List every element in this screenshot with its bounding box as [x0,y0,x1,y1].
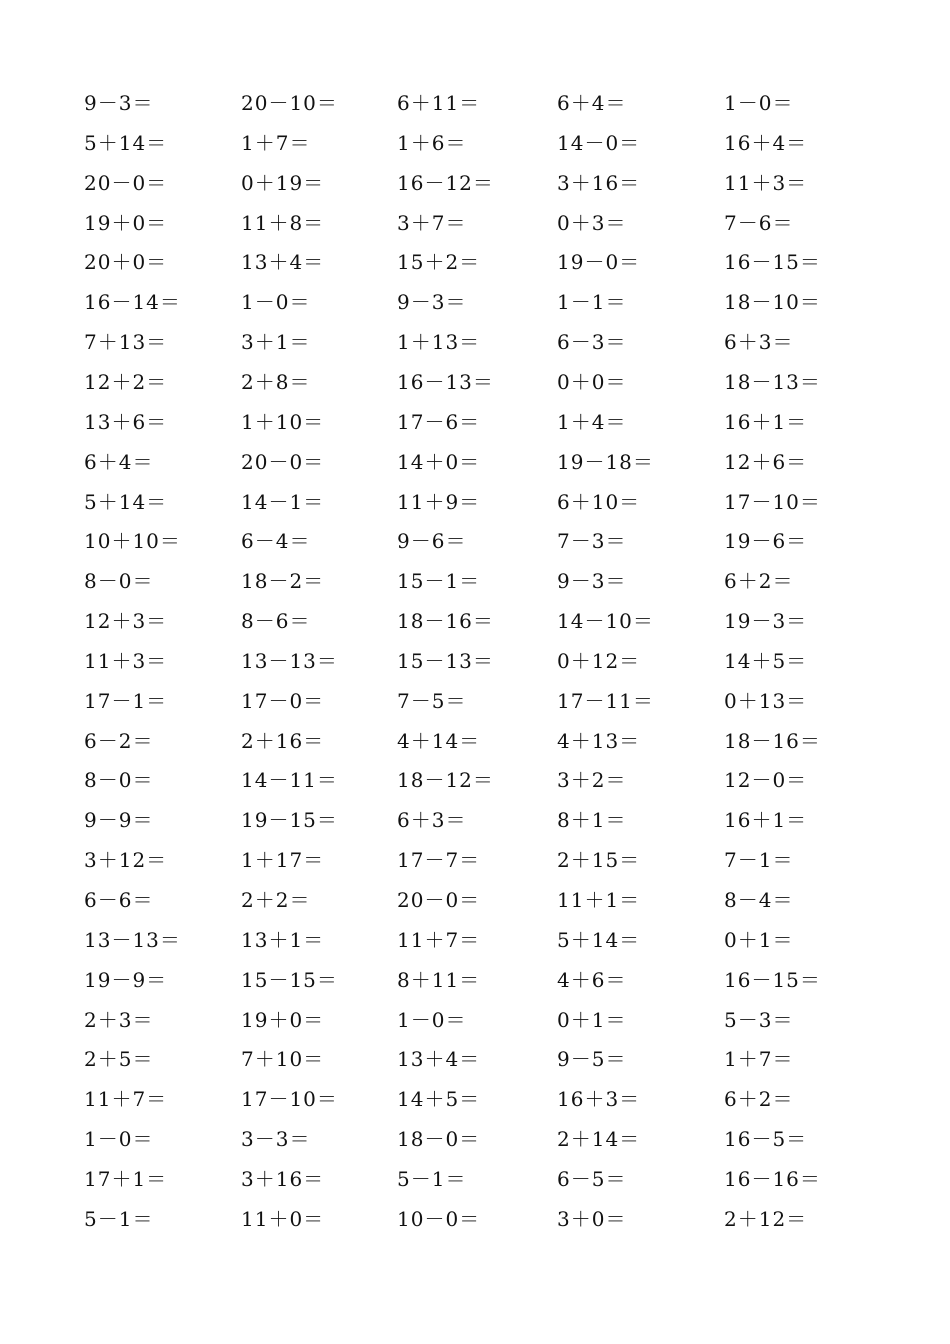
arithmetic-problem: 2＋3＝ [84,1007,154,1032]
arithmetic-problem: 18－12＝ [397,768,494,793]
arithmetic-problem: 11＋9＝ [397,489,481,514]
arithmetic-problem: 16－14＝ [84,290,181,315]
arithmetic-problem: 0＋3＝ [557,210,627,235]
arithmetic-problem: 19＋0＝ [241,1007,325,1032]
arithmetic-problem: 16－15＝ [724,250,821,275]
arithmetic-problem: 9－9＝ [84,808,154,833]
arithmetic-problem: 8＋1＝ [557,808,627,833]
arithmetic-problem: 0＋1＝ [557,1007,627,1032]
arithmetic-problem: 3＋16＝ [557,170,641,195]
arithmetic-problem: 15＋2＝ [397,250,481,275]
arithmetic-problem: 15－1＝ [397,569,481,594]
arithmetic-problem: 12＋2＝ [84,369,168,394]
arithmetic-problem: 6－6＝ [84,888,154,912]
arithmetic-problem: 17－6＝ [397,409,481,434]
arithmetic-problem: 1－0＝ [397,1007,467,1032]
arithmetic-problem: 13－13＝ [241,648,338,673]
arithmetic-problem: 17－10＝ [724,489,821,514]
arithmetic-problem: 2＋16＝ [241,728,325,753]
arithmetic-problem: 2＋5＝ [84,1047,154,1072]
arithmetic-problem: 2＋12＝ [724,1206,808,1231]
arithmetic-problem: 18－13＝ [724,369,821,394]
arithmetic-problem: 5＋14＝ [84,489,168,514]
arithmetic-problem: 7－3＝ [557,529,627,554]
arithmetic-problem: 4＋14＝ [397,728,481,753]
arithmetic-problem: 7＋13＝ [84,330,168,355]
arithmetic-problem: 1＋10＝ [241,409,325,434]
arithmetic-problem: 3＋1＝ [241,330,311,355]
arithmetic-problem: 19－15＝ [241,808,338,833]
arithmetic-problem: 12－0＝ [724,768,808,793]
arithmetic-problem: 9－3＝ [557,569,627,594]
arithmetic-problem: 9－6＝ [397,529,467,554]
arithmetic-problem: 13＋6＝ [84,409,168,434]
arithmetic-problem: 9－3＝ [397,290,467,315]
arithmetic-problem: 8－6＝ [241,609,311,634]
arithmetic-problem: 6＋3＝ [724,330,794,355]
arithmetic-problem: 20－0＝ [84,170,168,195]
arithmetic-problem: 3＋16＝ [241,1166,325,1191]
arithmetic-problem: 18－0＝ [397,1127,481,1152]
arithmetic-problem: 6＋4＝ [84,449,154,474]
arithmetic-problem: 9－3＝ [84,91,154,115]
arithmetic-problem: 16＋1＝ [724,808,808,833]
arithmetic-problem: 11＋3＝ [724,170,808,195]
arithmetic-problem: 8－4＝ [724,888,794,912]
arithmetic-problem: 6－4＝ [241,529,311,554]
arithmetic-problem: 3－3＝ [241,1127,311,1152]
arithmetic-problem: 16＋1＝ [724,409,808,434]
arithmetic-problem: 6＋11＝ [397,91,481,115]
arithmetic-problem: 3＋7＝ [397,210,467,235]
arithmetic-problem: 17－7＝ [397,848,481,873]
arithmetic-problem: 6－5＝ [557,1166,627,1191]
arithmetic-problem: 19－0＝ [557,250,641,275]
arithmetic-problem: 16－5＝ [724,1127,808,1152]
arithmetic-problem: 1＋13＝ [397,330,481,355]
arithmetic-problem: 10＋10＝ [84,529,181,554]
arithmetic-problem: 2＋8＝ [241,369,311,394]
arithmetic-problem: 14－10＝ [557,609,654,634]
arithmetic-problem: 19－9＝ [84,967,168,992]
arithmetic-problem: 17－1＝ [84,688,168,713]
arithmetic-problem: 16－13＝ [397,369,494,394]
arithmetic-problem: 18－16＝ [397,609,494,634]
arithmetic-problem: 11＋3＝ [84,648,168,673]
arithmetic-problem: 16＋3＝ [557,1087,641,1112]
arithmetic-problem: 5＋14＝ [84,130,168,155]
arithmetic-problem: 2＋14＝ [557,1127,641,1152]
arithmetic-problem: 0＋13＝ [724,688,808,713]
arithmetic-problem: 16－12＝ [397,170,494,195]
arithmetic-problem: 1－0＝ [84,1127,154,1152]
arithmetic-problem: 5－3＝ [724,1007,794,1032]
arithmetic-problem: 19－18＝ [557,449,654,474]
arithmetic-problem: 14－11＝ [241,768,338,793]
arithmetic-problem: 19＋0＝ [84,210,168,235]
arithmetic-problem: 15－15＝ [241,967,338,992]
arithmetic-problem: 5＋14＝ [557,927,641,952]
arithmetic-problem: 6－3＝ [557,330,627,355]
arithmetic-problem: 7－1＝ [724,848,794,873]
arithmetic-problem: 4＋13＝ [557,728,641,753]
arithmetic-problem: 13＋4＝ [397,1047,481,1072]
arithmetic-problem: 1＋7＝ [241,130,311,155]
arithmetic-problem: 0＋19＝ [241,170,325,195]
arithmetic-problem: 8－0＝ [84,569,154,594]
arithmetic-problem: 6＋10＝ [557,489,641,514]
arithmetic-problem: 19－6＝ [724,529,808,554]
arithmetic-problem: 17＋1＝ [84,1166,168,1191]
arithmetic-problem: 15－13＝ [397,648,494,673]
arithmetic-problem: 0＋1＝ [724,927,794,952]
arithmetic-problem: 2＋2＝ [241,888,311,912]
arithmetic-problem: 18－16＝ [724,728,821,753]
arithmetic-problem: 6＋4＝ [557,91,627,115]
arithmetic-problem: 3＋12＝ [84,848,168,873]
arithmetic-problem: 20－10＝ [241,91,338,115]
arithmetic-problem: 10－0＝ [397,1206,481,1231]
arithmetic-problem: 2＋15＝ [557,848,641,873]
arithmetic-problem: 13＋4＝ [241,250,325,275]
arithmetic-problem: 11＋1＝ [557,888,641,912]
arithmetic-problem: 8＋11＝ [397,967,481,992]
arithmetic-problem: 7－6＝ [724,210,794,235]
arithmetic-problem: 14＋5＝ [397,1087,481,1112]
arithmetic-problem: 13＋1＝ [241,927,325,952]
arithmetic-problem: 12＋3＝ [84,609,168,634]
arithmetic-problem: 3＋0＝ [557,1206,627,1231]
arithmetic-problem: 0＋12＝ [557,648,641,673]
arithmetic-problem: 1＋17＝ [241,848,325,873]
arithmetic-problem: 11＋7＝ [84,1087,168,1112]
arithmetic-problem: 1－0＝ [241,290,311,315]
arithmetic-problem: 5－1＝ [84,1206,154,1231]
arithmetic-problem: 7－5＝ [397,688,467,713]
arithmetic-problem: 16＋4＝ [724,130,808,155]
arithmetic-problem: 1－1＝ [557,290,627,315]
arithmetic-problem: 16－15＝ [724,967,821,992]
arithmetic-problem: 6＋2＝ [724,569,794,594]
arithmetic-problem: 18－10＝ [724,290,821,315]
arithmetic-problem: 16－16＝ [724,1166,821,1191]
arithmetic-problem: 20＋0＝ [84,250,168,275]
arithmetic-problem: 11＋7＝ [397,927,481,952]
arithmetic-problem: 11＋8＝ [241,210,325,235]
arithmetic-problem: 6－2＝ [84,728,154,753]
arithmetic-problem: 12＋6＝ [724,449,808,474]
arithmetic-problem: 13－13＝ [84,927,181,952]
arithmetic-problem: 14－1＝ [241,489,325,514]
arithmetic-problem: 14＋5＝ [724,648,808,673]
arithmetic-problem: 4＋6＝ [557,967,627,992]
arithmetic-problem: 17－10＝ [241,1087,338,1112]
arithmetic-problem: 20－0＝ [241,449,325,474]
arithmetic-problem: 6＋2＝ [724,1087,794,1112]
arithmetic-problem: 1＋4＝ [557,409,627,434]
arithmetic-problem: 3＋2＝ [557,768,627,793]
arithmetic-problem: 20－0＝ [397,888,481,912]
arithmetic-problem: 6＋3＝ [397,808,467,833]
arithmetic-problem: 1－0＝ [724,91,794,115]
arithmetic-problem: 19－3＝ [724,609,808,634]
arithmetic-problem: 17－0＝ [241,688,325,713]
arithmetic-problem: 5－1＝ [397,1166,467,1191]
arithmetic-problem: 8－0＝ [84,768,154,793]
arithmetic-problem: 1＋7＝ [724,1047,794,1072]
arithmetic-problem: 14＋0＝ [397,449,481,474]
arithmetic-problem: 1＋6＝ [397,130,467,155]
arithmetic-problem: 18－2＝ [241,569,325,594]
arithmetic-problem: 7＋10＝ [241,1047,325,1072]
arithmetic-problem: 14－0＝ [557,130,641,155]
arithmetic-problem: 11＋0＝ [241,1206,325,1231]
arithmetic-problem: 9－5＝ [557,1047,627,1072]
arithmetic-problem: 0＋0＝ [557,369,627,394]
arithmetic-problem: 17－11＝ [557,688,654,713]
